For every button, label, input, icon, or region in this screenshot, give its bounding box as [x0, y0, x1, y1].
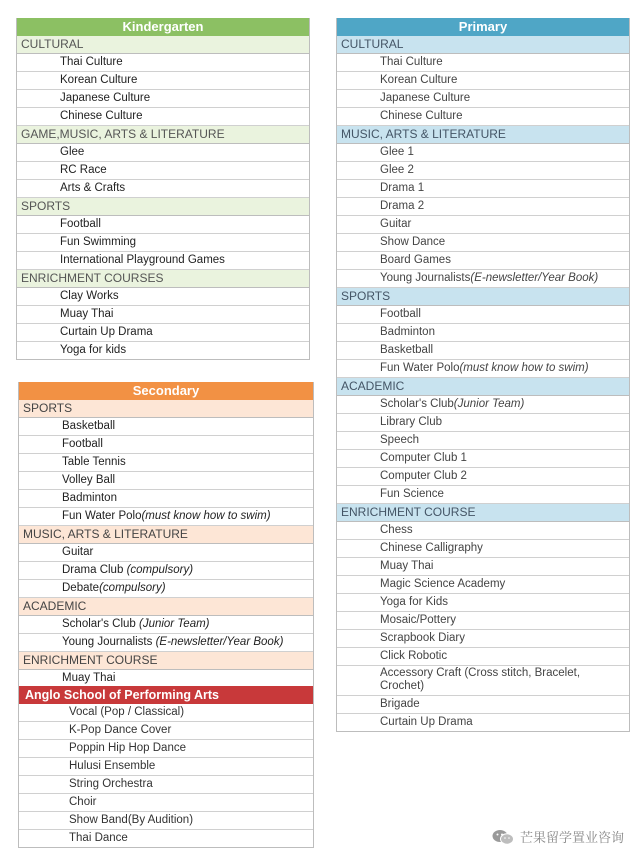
list-item [337, 360, 629, 378]
section-header: ACADEMIC [19, 598, 313, 616]
list-item [337, 324, 629, 342]
item-label: Korean Culture [380, 74, 458, 86]
section-header: MUSIC, ARTS & LITERATURE [337, 126, 629, 144]
list-item [19, 830, 313, 847]
table-body [337, 36, 629, 731]
item-label: Vocal (Pop / Classical) [69, 706, 185, 718]
item-label: Football [60, 218, 101, 230]
list-item [19, 544, 313, 562]
list-item [337, 180, 629, 198]
list-item [19, 776, 313, 794]
wechat-icon [492, 829, 514, 845]
item-label: String Orchestra [69, 778, 153, 790]
list-item [337, 468, 629, 486]
item-label: Basketball [380, 344, 434, 356]
item-label: Yoga for Kids [380, 596, 448, 608]
list-item [337, 522, 629, 540]
item-label: Glee [60, 146, 85, 158]
list-item [337, 396, 629, 414]
table-title: Kindergarten [17, 18, 309, 36]
primary-table [336, 18, 630, 732]
item-label: Scrapbook Diary [380, 632, 466, 644]
list-item [19, 616, 313, 634]
item-label: Click Robotic [380, 650, 448, 662]
item-label: Board Games [380, 254, 451, 266]
item-label: Muay Thai [380, 560, 434, 572]
item-label: Arts & Crafts [60, 182, 126, 194]
item-label: Accessory Craft (Cross stitch, Bracelet, Crochet) [380, 667, 581, 692]
item-label: Muay Thai [60, 308, 114, 320]
list-item [337, 714, 629, 731]
item-note: (E-newsletter/Year Book) [155, 636, 284, 648]
list-item [337, 270, 629, 288]
list-item [337, 198, 629, 216]
section-header: GAME,MUSIC, ARTS & LITERATURE [17, 126, 309, 144]
item-label: Badminton [380, 326, 435, 338]
item-label: Fun Swimming [60, 236, 137, 248]
list-item [337, 54, 629, 72]
table-body [19, 704, 313, 847]
item-label: Football [380, 308, 421, 320]
item-label: Debate [62, 582, 100, 594]
list-item [19, 454, 313, 472]
list-item [19, 812, 313, 830]
list-item [17, 234, 309, 252]
list-item [17, 162, 309, 180]
item-label: Chinese Culture [60, 110, 143, 122]
list-item [17, 306, 309, 324]
list-item [337, 612, 629, 630]
list-item [337, 252, 629, 270]
item-label: Drama Club [62, 564, 127, 576]
section-header: ACADEMIC [337, 378, 629, 396]
list-item [337, 450, 629, 468]
list-item [19, 740, 313, 758]
item-label: Volley Ball [62, 474, 116, 486]
list-item [17, 324, 309, 342]
item-label: Drama 2 [380, 200, 425, 212]
list-item [337, 90, 629, 108]
list-item [19, 758, 313, 776]
section-header: SPORTS [17, 198, 309, 216]
list-item [337, 558, 629, 576]
item-label: Chess [380, 524, 413, 536]
item-label: Muay Thai [62, 672, 116, 684]
list-item [17, 180, 309, 198]
item-label: Table Tennis [62, 456, 126, 468]
list-item [17, 216, 309, 234]
list-item [337, 414, 629, 432]
item-label: Chinese Culture [380, 110, 463, 122]
item-label: Young Journalists [62, 636, 156, 648]
item-label: Fun Water Polo [380, 362, 460, 374]
list-item [19, 580, 313, 598]
table-title: Secondary [19, 382, 313, 400]
kindergarten-table [16, 18, 310, 360]
list-item [19, 704, 313, 722]
list-item [337, 432, 629, 450]
list-item [337, 162, 629, 180]
item-label: Hulusi Ensemble [69, 760, 156, 772]
item-label: Brigade [380, 698, 420, 710]
section-header: ENRICHMENT COURSE [19, 652, 313, 670]
table-title: Anglo School of Performing Arts [19, 686, 313, 704]
item-label: Chinese Calligraphy [380, 542, 483, 554]
list-item [337, 696, 629, 714]
item-label: Glee 1 [380, 146, 414, 158]
list-item [19, 562, 313, 580]
item-label: Show Dance [380, 236, 446, 248]
item-label: Computer Club 1 [380, 452, 467, 464]
item-label: Glee 2 [380, 164, 414, 176]
list-item [337, 108, 629, 126]
item-label: Curtain Up Drama [380, 716, 473, 728]
watermark [492, 827, 624, 846]
list-item [337, 576, 629, 594]
list-item [337, 216, 629, 234]
list-item [17, 288, 309, 306]
item-label: Magic Science Academy [380, 578, 506, 590]
item-label: Guitar [62, 546, 94, 558]
item-label: Choir [69, 796, 97, 808]
section-header: SPORTS [19, 400, 313, 418]
item-label: Thai Dance [69, 832, 128, 844]
section-header: SPORTS [337, 288, 629, 306]
item-label: Computer Club 2 [380, 470, 467, 482]
item-label: RC Race [60, 164, 107, 176]
list-item [19, 436, 313, 454]
list-item [17, 90, 309, 108]
table-body [19, 400, 313, 687]
list-item [17, 54, 309, 72]
item-label: Yoga for kids [60, 344, 127, 356]
item-label: Thai Culture [60, 56, 123, 68]
watermark-text: 芒果留学置业咨询 [519, 830, 624, 845]
list-item [19, 508, 313, 526]
list-item [337, 306, 629, 324]
item-label: Poppin Hip Hop Dance [69, 742, 186, 754]
list-item [337, 234, 629, 252]
secondary-table [18, 382, 314, 688]
item-label: Mosaic/Pottery [380, 614, 457, 626]
item-label: Badminton [62, 492, 117, 504]
item-note: (Junior Team) [138, 618, 210, 630]
item-label: Scholar's Club [62, 618, 139, 630]
list-item [337, 594, 629, 612]
list-item [337, 342, 629, 360]
list-item [19, 490, 313, 508]
list-item [19, 794, 313, 812]
list-item [17, 108, 309, 126]
list-item [17, 72, 309, 90]
section-header: CULTURAL [337, 36, 629, 54]
item-label: Drama 1 [380, 182, 425, 194]
item-label: Fun Science [380, 488, 444, 500]
item-label: Football [62, 438, 103, 450]
item-label: Guitar [380, 218, 412, 230]
list-item [19, 634, 313, 652]
item-label: K-Pop Dance Cover [69, 724, 172, 736]
item-note: (must know how to swim) [141, 510, 271, 522]
item-note: (E-newsletter/Year Book) [470, 272, 599, 284]
section-header: MUSIC, ARTS & LITERATURE [19, 526, 313, 544]
list-item [19, 418, 313, 436]
list-item [337, 666, 629, 696]
item-label: Speech [380, 434, 420, 446]
item-label: Library Club [380, 416, 442, 428]
item-label: Young Journalists [380, 272, 471, 284]
list-item [337, 540, 629, 558]
item-label: Clay Works [60, 290, 119, 302]
list-item [19, 670, 313, 687]
section-header: CULTURAL [17, 36, 309, 54]
item-note: (compulsory) [99, 582, 166, 594]
item-label: Show Band(By Audition) [69, 814, 194, 826]
list-item [337, 144, 629, 162]
section-header: ENRICHMENT COURSES [17, 270, 309, 288]
item-label: Korean Culture [60, 74, 138, 86]
item-label: Fun Water Polo [62, 510, 142, 522]
item-label: International Playground Games [60, 254, 225, 266]
list-item [337, 72, 629, 90]
list-item [19, 472, 313, 490]
list-item [19, 722, 313, 740]
item-label: Thai Culture [380, 56, 443, 68]
item-label: Scholar's Club [380, 398, 454, 410]
item-note: (must know how to swim) [459, 362, 589, 374]
table-body [17, 36, 309, 359]
item-label: Basketball [62, 420, 116, 432]
list-item [337, 648, 629, 666]
item-label: Japanese Culture [60, 92, 151, 104]
section-header: ENRICHMENT COURSE [337, 504, 629, 522]
list-item [17, 342, 309, 359]
item-label: Japanese Culture [380, 92, 471, 104]
item-note: (compulsory) [126, 564, 194, 576]
list-item [337, 630, 629, 648]
list-item [17, 252, 309, 270]
list-item [337, 486, 629, 504]
item-label: Curtain Up Drama [60, 326, 153, 338]
item-note: (Junior Team) [453, 398, 525, 410]
list-item [17, 144, 309, 162]
anglo-performing-arts-table [18, 686, 314, 848]
table-title: Primary [337, 18, 629, 36]
